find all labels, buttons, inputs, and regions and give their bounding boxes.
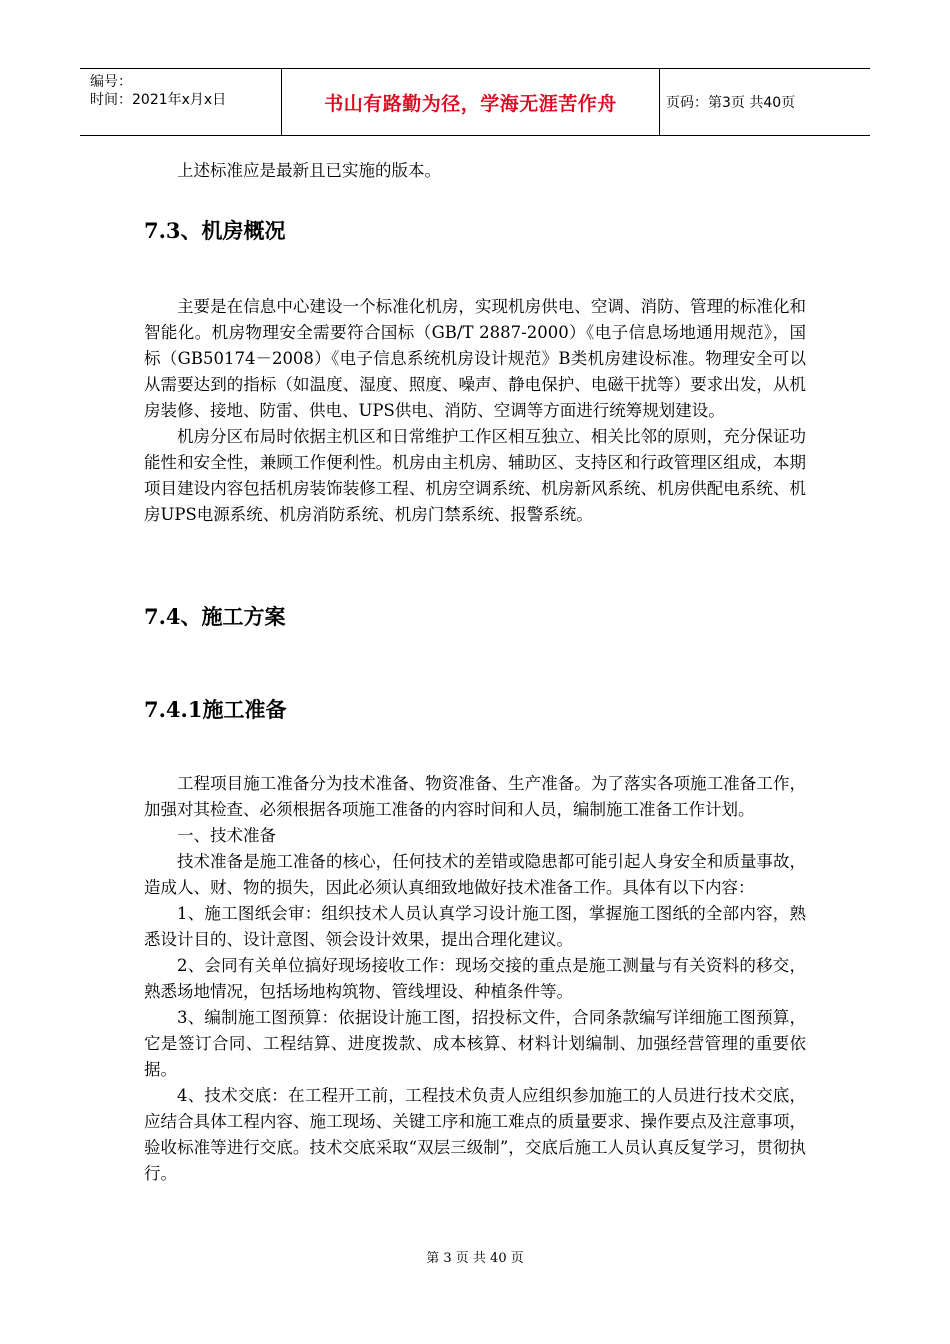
list-item: 4、技术交底：在工程开工前，工程技术负责人应组织参加施工的人员进行技术交底，应结合具体工程内容、施工现场、关键工序和施工难点的质量要求、操作要点及注意事项，验收标准等进行交底。技术交底采取“双层三级制”，交底后施工人员认真反复学习，贯彻执行。 <box>144 1086 806 1183</box>
intro-line: 上述标准应是最新且已实施的版本。 <box>177 161 441 180</box>
section-7-4-heading: 7.4、施工方案 <box>144 604 286 629</box>
header-motto: 书山有路勤为径，学海无涯苦作舟 <box>282 69 660 135</box>
header-page-label: 页码：第3页 共40页 <box>666 95 796 111</box>
paragraph: 技术准备是施工准备的核心，任何技术的差错或隐患都可能引起人身安全和质量事故，造成人、财、物的损失，因此必须认真细致地做好技术准备工作。具体有以下内容： <box>144 852 806 897</box>
list-item: 1、施工图纸会审：组织技术人员认真学习设计施工图，掌握施工图纸的全部内容，熟悉设计目的、设计意图、领会设计效果，提出合理化建议。 <box>144 904 806 949</box>
intro-paragraph <box>144 158 806 184</box>
list-item: 2、会同有关单位搞好现场接收工作：现场交接的重点是施工测量与有关资料的移交，熟悉场地情况，包括场地构筑物、管线埋设、种植条件等。 <box>144 956 806 1001</box>
subheading-tech-prep: 一、技术准备 <box>177 826 276 845</box>
section-7-4-1-body <box>144 771 806 1187</box>
section-7-3-heading: 7.3、机房概况 <box>144 218 286 243</box>
paragraph: 主要是在信息中心建设一个标准化机房，实现机房供电、空调、消防、管理的标准化和智能化。机房物理安全需要符合国标（GB/T 2887-2000）《电子信息场地通用规范》，国标（GB50174－2008）《电子信息系统机房设计规范》B类机房建设标准。物理安全可以从需要达到的指标（如温度、湿度、照度、噪声、静电保护、电磁干扰等）要求出发，从机房装修、接地、防雷、供电、UPS供电、消防、空调等方面进行统筹规划建设。 <box>144 297 806 420</box>
page-header <box>80 68 870 136</box>
paragraph: 机房分区布局时依据主机区和日常维护工作区相互独立、相关比邻的原则，充分保证功能性和安全性，兼顾工作便利性。机房由主机房、辅助区、支持区和行政管理区组成，本期项目建设内容包括机房装饰装修工程、机房空调系统、机房新风系统、机房供配电系统、机房UPS电源系统、机房消防系统、机房门禁系统、报警系统。 <box>144 427 806 524</box>
section-7-3-body <box>144 294 806 528</box>
section-7-4-1-heading: 7.4.1施工准备 <box>144 697 287 722</box>
list-item: 3、编制施工图预算：依据设计施工图，招投标文件，合同条款编写详细施工图预算，它是签订合同、工程结算、进度拨款、成本核算、材料计划编制、加强经营管理的重要依据。 <box>144 1008 806 1079</box>
time-label: 时间：2021年x月x日 <box>90 92 227 108</box>
page-footer: 第 3 页 共 40 页 <box>426 1251 524 1266</box>
header-left-cell <box>80 69 282 135</box>
code-label: 编号： <box>90 74 132 90</box>
paragraph: 工程项目施工准备分为技术准备、物资准备、生产准备。为了落实各项施工准备工作，加强对其检查、必须根据各项施工准备的内容时间和人员，编制施工准备工作计划。 <box>144 774 806 819</box>
